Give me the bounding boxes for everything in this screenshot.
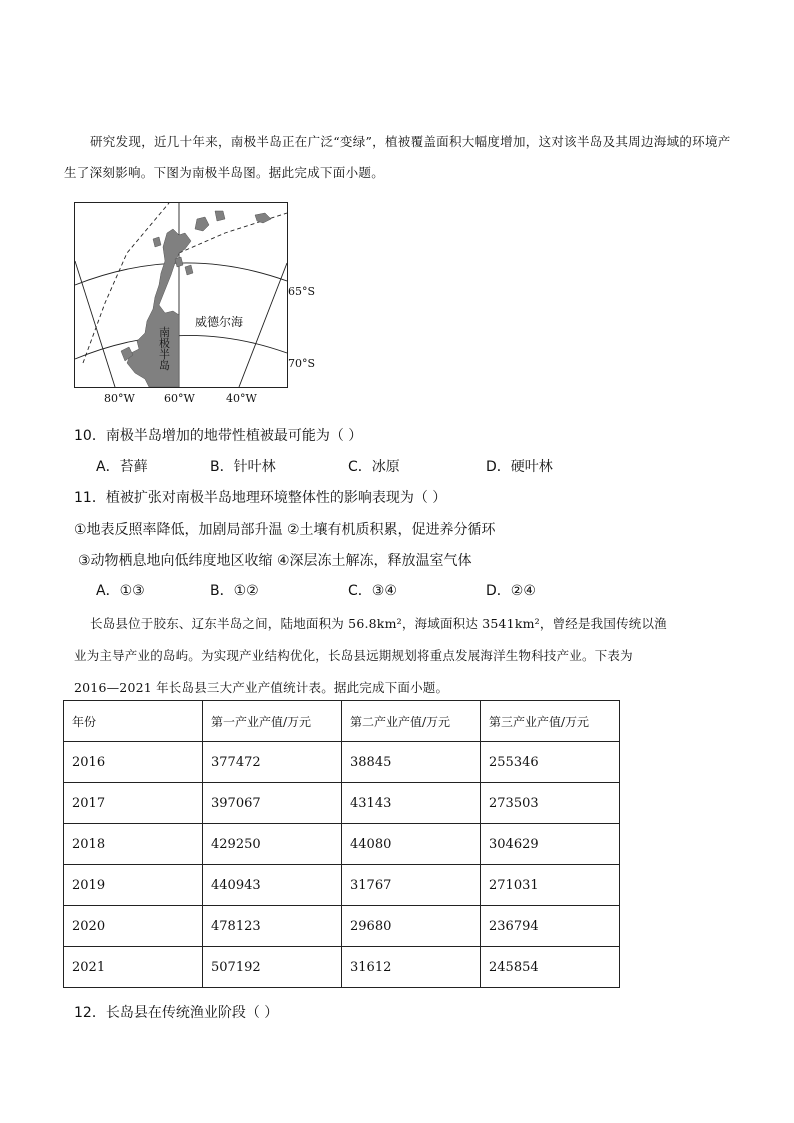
antarctic-peninsula-map <box>74 202 288 388</box>
q10-option-b[interactable]: B．针叶林 <box>210 459 276 475</box>
table-cell: 245854 <box>481 947 620 988</box>
question-10-stem: 10．南极半岛增加的地带性植被最可能为（ ） <box>74 428 363 444</box>
q11-option-a[interactable]: A．①③ <box>96 583 145 599</box>
lat-label-65-outside: 65°S <box>288 285 316 298</box>
table-cell: 38845 <box>342 742 481 783</box>
weddell-sea-label: 威德尔海 <box>195 315 244 329</box>
table-cell: 273503 <box>481 783 620 824</box>
peninsula-label-char: 半 <box>159 348 170 361</box>
table-cell: 377472 <box>203 742 342 783</box>
table-cell: 440943 <box>203 865 342 906</box>
table-row <box>64 865 620 906</box>
table-header-cell: 第一产业产值/万元 <box>203 701 342 742</box>
industry-output-table <box>63 700 620 988</box>
q11-option-b[interactable]: B．①② <box>210 583 259 599</box>
table-cell: 31612 <box>342 947 481 988</box>
peninsula-label-char: 南 <box>159 326 170 339</box>
lon-80-line <box>75 261 115 387</box>
peninsula-label <box>159 327 171 371</box>
intro-paragraph-2 <box>74 608 746 704</box>
table-row <box>64 783 620 824</box>
question-12-stem: 12．长岛县在传统渔业阶段（ ） <box>74 1005 279 1021</box>
table-cell: 2017 <box>64 783 203 824</box>
table-cell: 2019 <box>64 865 203 906</box>
lat-65-arc <box>75 263 287 285</box>
intro-2-line: 2016—2021 年长岛县三大产业产值统计表。据此完成下面小题。 <box>74 680 449 695</box>
q11-statements-line-2: ③动物栖息地向低纬度地区收缩 ④深层冻土解冻，释放温室气体 <box>78 553 472 569</box>
island-shape <box>153 237 161 247</box>
table-cell: 478123 <box>203 906 342 947</box>
lon-40-line <box>239 263 287 387</box>
island-shape <box>215 211 225 221</box>
q11-statements-line-1: ①地表反照率降低，加剧局部升温 ②土壤有机质积累，促进养分循环 <box>74 522 496 538</box>
table-row <box>64 906 620 947</box>
intro-2-line: 长岛县位于胶东、辽东半岛之间，陆地面积为 56.8km²，海域面积达 3541km²，曾经是我国传统以渔 <box>90 616 667 631</box>
q10-option-d[interactable]: D．硬叶林 <box>486 459 553 475</box>
peninsula-label-char: 极 <box>159 337 170 350</box>
intro-paragraph-1: 研究发现，近几十年来，南极半岛正在广泛“变绿”，植被覆盖面积大幅度增加，这对该半岛及其周边海域的环境产生了深刻影响。下图为南极半岛图。据此完成下面小题。 <box>64 134 731 180</box>
table-row <box>64 824 620 865</box>
intro-2-line: 业为主导产业的岛屿。为实现产业结构优化，长岛县远期规划将重点发展海洋生物科技产业。下表为 <box>74 648 633 663</box>
q11-option-c[interactable]: C．③④ <box>348 583 397 599</box>
lat-label-70-outside: 70°S <box>288 357 316 370</box>
q11-option-d[interactable]: D．②④ <box>486 583 536 599</box>
table-row <box>64 947 620 988</box>
table-cell: 2021 <box>64 947 203 988</box>
table-cell: 2020 <box>64 906 203 947</box>
lat-70-arc <box>75 335 287 359</box>
table-cell: 29680 <box>342 906 481 947</box>
island-shape <box>185 265 193 275</box>
island-shape <box>195 217 209 231</box>
table-cell: 397067 <box>203 783 342 824</box>
question-11-stem: 11．植被扩张对南极半岛地理环境整体性的影响表现为（ ） <box>74 490 447 506</box>
map-graphic <box>75 203 287 387</box>
peninsula-label-char: 岛 <box>159 359 170 372</box>
table-cell: 271031 <box>481 865 620 906</box>
table-header-cell: 第三产业产值/万元 <box>481 701 620 742</box>
table-header-row <box>64 701 620 742</box>
table-cell: 236794 <box>481 906 620 947</box>
table-cell: 43143 <box>342 783 481 824</box>
table-row <box>64 742 620 783</box>
table-cell: 44080 <box>342 824 481 865</box>
lon-label-80: 80°W <box>104 392 135 405</box>
q10-option-c[interactable]: C．冰原 <box>348 459 400 475</box>
island-shape <box>255 213 271 223</box>
table-cell: 304629 <box>481 824 620 865</box>
q10-option-a[interactable]: A．苔藓 <box>96 459 148 475</box>
table-cell: 507192 <box>203 947 342 988</box>
table-cell: 31767 <box>342 865 481 906</box>
lon-label-60: 60°W <box>164 392 195 405</box>
lon-label-40: 40°W <box>226 392 257 405</box>
table-cell: 2016 <box>64 742 203 783</box>
table-header-cell: 第二产业产值/万元 <box>342 701 481 742</box>
table-cell: 429250 <box>203 824 342 865</box>
table-cell: 255346 <box>481 742 620 783</box>
island-shape <box>175 257 183 267</box>
table-header-cell: 年份 <box>64 701 203 742</box>
table-cell: 2018 <box>64 824 203 865</box>
